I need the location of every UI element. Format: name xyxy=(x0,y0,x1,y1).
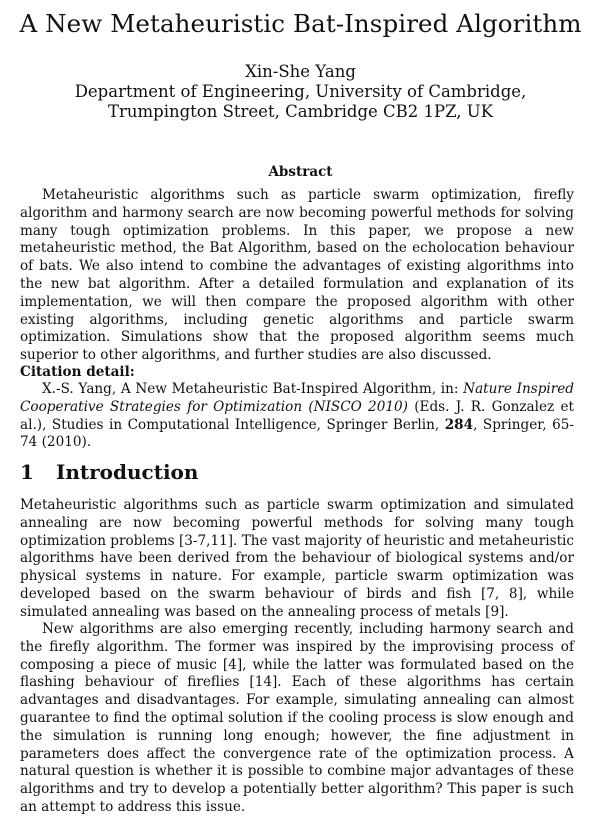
citation-prefix: X.-S. Yang, A New Metaheuristic Bat-Inspired Algorithm, in: xyxy=(42,381,464,397)
section-title: Introduction xyxy=(56,460,199,484)
author-block xyxy=(0,62,601,122)
section-number: 1 xyxy=(20,460,34,484)
citation-heading: Citation detail: xyxy=(20,364,135,380)
citation-book-title: Nature Inspired Cooperative Strategies for Optimization (NISCO 2010) xyxy=(20,381,574,415)
citation-text xyxy=(20,381,574,452)
affiliation-line-1: Department of Engineering, University of Cambridge, xyxy=(74,82,527,101)
intro-paragraph-2: New algorithms are also emerging recently, including harmony search and the firefly algorithm. The former was inspired by the improvising process of composing a piece of music [4], while the latter was formulated based on the flashing behaviour of fireflies [14]. Each of these algorithms has certain advantages and disadvantages. For example, simulating annealing can almost guarantee to find the optimal solution if the cooling process is slow enough and the simulation is running long enough; however, the fine adjustment in parameters does affect the convergence rate of the optimization process. A natural question is whether it is possible to combine major advantages of these algorithms and try to develop a potentially better algorithm? This paper is such an attempt to address this issue. xyxy=(20,621,574,815)
section-heading xyxy=(20,458,198,486)
author-name: Xin-She Yang xyxy=(245,62,356,81)
intro-paragraph-1: Metaheuristic algorithms such as particle swarm optimization and simulated annealing are now becoming powerful methods for solving many tough optimization problems [3-7,11]. The vast majority of heuristic and metaheuristic algorithms have been derived from the behaviour of biological systems and/or physical systems in nature. For example, particle swarm optimization was developed based on the swarm behaviour of birds and fish [7, 8], while simulated annealing was based on the annealing process of metals [9]. xyxy=(20,497,574,620)
citation-volume: 284 xyxy=(444,416,474,433)
citation-suffix: , Springer, 65-74 (2010). xyxy=(20,416,574,451)
abstract-text: Metaheuristic algorithms such as particle swarm optimization, firefly algorithm and harmony search are now becoming powerful methods for solving many tough optimization problems. In this paper, we propose a new metaheuristic method, the Bat Algorithm, based on the echolocation behaviour of bats. We also intend to combine the advantages of existing algorithms into the new bat algorithm. After a detailed formulation and explanation of its implementation, we will then compare the proposed algorithm with other existing algorithms, including genetic algorithms and particle swarm optimization. Simulations show that the proposed algorithm seems much superior to other algorithms, and further studies are also discussed. xyxy=(20,187,574,364)
citation-middle: (Eds. J. R. Gonzalez et al.), Studies in Computational Intelligence, Springer Berlin, xyxy=(20,398,574,433)
paper-title: A New Metaheuristic Bat-Inspired Algorithm xyxy=(19,9,582,38)
affiliation-line-2: Trumpington Street, Cambridge CB2 1PZ, UK xyxy=(107,102,494,121)
abstract-heading: Abstract xyxy=(268,164,333,180)
